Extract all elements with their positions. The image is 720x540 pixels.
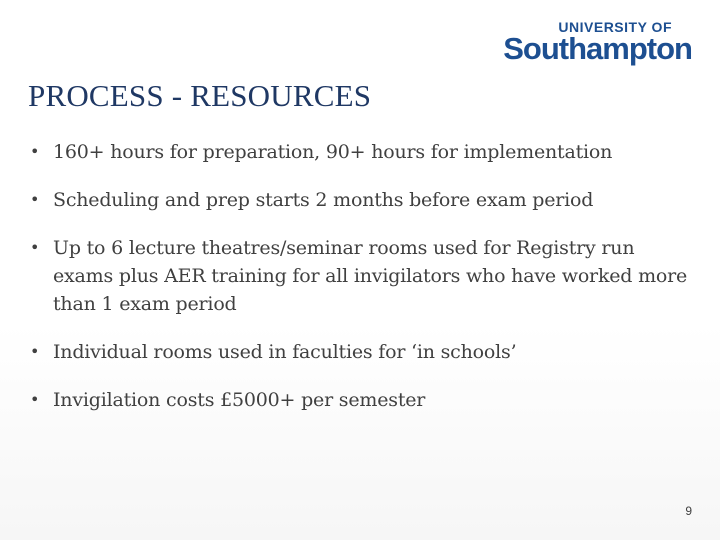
bullet-item: • Invigilation costs £5000+ per semester [30,386,690,414]
logo-top-text: UNIVERSITY OF [558,19,672,35]
bullet-item: • Scheduling and prep starts 2 months before exam period [30,186,690,214]
page-number: 9 [685,504,692,518]
bullet-list [30,138,690,434]
bullet-item: • Up to 6 lecture theatres/seminar rooms used for Registry run exams plus AER training for all invigilators who have worked more than 1 exam period [30,234,690,318]
slide-title: PROCESS - RESOURCES [28,78,372,113]
logo-main-text: Southampton [503,31,692,66]
bullet-item: • Individual rooms used in faculties for ‘in schools’ [30,338,690,366]
bullet-item: • 160+ hours for preparation, 90+ hours for implementation [30,138,690,166]
university-logo [503,20,692,64]
